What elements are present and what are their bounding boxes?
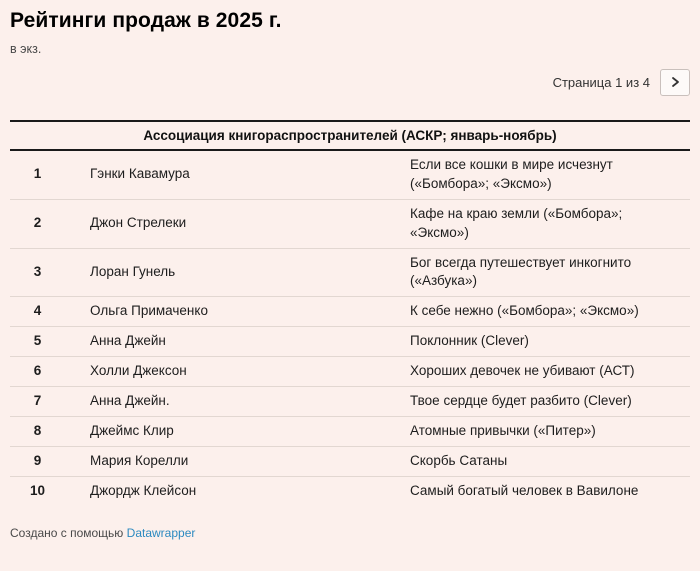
table-row <box>10 249 690 298</box>
chevron-right-icon <box>669 76 681 88</box>
author-cell: Анна Джейн. <box>90 393 170 409</box>
page-subtitle: в экз. <box>10 42 42 56</box>
rank-cell: 6 <box>33 363 42 379</box>
table-row <box>10 151 690 200</box>
author-cell: Джордж Клейсон <box>90 482 197 498</box>
book-title-cell: Кафе на краю земли («Бомбора»; «Эксмо») <box>410 205 623 240</box>
author-cell: Ольга Примаченко <box>90 303 208 319</box>
table-row <box>10 357 690 387</box>
pagination <box>10 68 690 96</box>
rank-cell: 5 <box>33 333 42 349</box>
page-title: Рейтинги продаж в 2025 г. <box>10 9 282 32</box>
author-cell: Мария Корелли <box>90 452 189 468</box>
rank-cell: 9 <box>33 452 42 468</box>
book-title-cell: Хороших девочек не убивают (АСТ) <box>410 363 635 379</box>
sales-ranking-table <box>10 120 690 506</box>
book-title-cell: Самый богатый человек в Вавилоне <box>410 482 639 498</box>
book-title-cell: Поклонник (Clever) <box>410 333 529 349</box>
book-title-cell: Твое сердце будет разбито (Clever) <box>410 393 632 409</box>
attribution <box>10 526 690 540</box>
rank-cell: 3 <box>33 264 42 279</box>
table-section-header: Ассоциация книгораспространителей (АСКР; январь-ноябрь) <box>10 120 690 151</box>
author-cell: Холли Джексон <box>90 363 187 379</box>
rank-cell: 1 <box>33 166 42 182</box>
table-row <box>10 447 690 477</box>
book-title-cell: К себе нежно («Бомбора»; «Эксмо») <box>410 303 639 319</box>
rank-cell: 2 <box>33 215 42 231</box>
table-row <box>10 297 690 327</box>
rank-cell: 8 <box>33 422 42 438</box>
attribution-text: Создано с помощью <box>10 525 124 540</box>
rank-cell: 4 <box>33 303 42 319</box>
book-title-cell: Бог всегда путешествует инкогнито («Азбука») <box>410 254 632 289</box>
datawrapper-link[interactable]: Datawrapper <box>126 525 196 540</box>
table-row <box>10 477 690 506</box>
book-title-cell: Если все кошки в мире исчезнут («Бомбора»; «Эксмо») <box>410 157 613 191</box>
table-row <box>10 327 690 357</box>
rank-cell: 10 <box>29 482 46 498</box>
book-title-cell: Атомные привычки («Питер») <box>410 422 596 438</box>
next-page-button[interactable] <box>660 69 690 96</box>
table-row <box>10 387 690 417</box>
author-cell: Лоран Гунель <box>90 264 176 279</box>
table-row <box>10 200 690 249</box>
rank-cell: 7 <box>33 393 42 409</box>
book-title-cell: Скорбь Сатаны <box>410 452 508 468</box>
author-cell: Анна Джейн <box>90 333 166 349</box>
pagination-label: Страница 1 из 4 <box>552 74 650 90</box>
author-cell: Гэнки Кавамура <box>90 166 190 182</box>
table-row <box>10 417 690 447</box>
author-cell: Джон Стрелеки <box>90 215 187 231</box>
author-cell: Джеймс Клир <box>90 422 174 438</box>
